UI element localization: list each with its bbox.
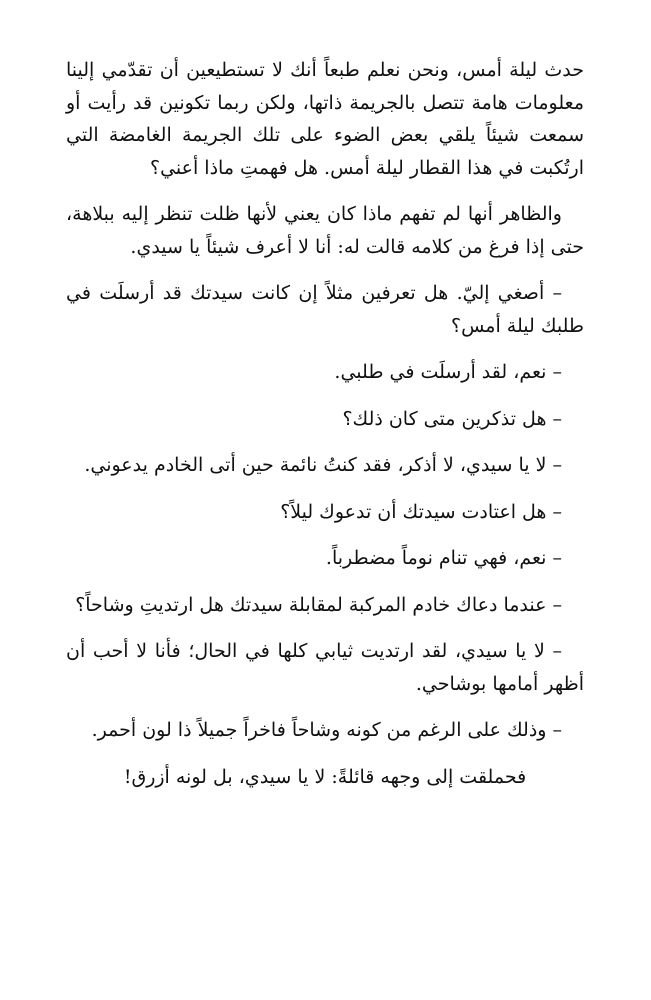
paragraph-dialogue: – أصغي إليّ. هل تعرفين مثلاً إن كانت سيدتك قد أرسلَت في طلبك ليلة أمس؟	[66, 282, 584, 337]
paragraph-dialogue: – لا يا سيدي، لا أذكر، فقد كنتُ نائمة حين أتى الخادم يدعوني.	[84, 454, 562, 476]
paragraph-dialogue: – نعم، فهي تنام نوماً مضطرباً.	[325, 547, 562, 569]
paragraph-narration: حدث ليلة أمس، ونحن نعلم طبعاً أنك لا تستطيعين أن تقدّمي إلينا معلومات هامة تتصل بالجريمة ذاتها، ولكن ربما تكونين قد رأيت أو سمعت شيئاً يلقي بعض الضوء على تلك الجريمة الغامضة التي ارتُكبت في هذا القطار ليلة أمس. هل فهمتِ ماذا أعني؟	[66, 59, 584, 179]
paragraph-dialogue: – عندما دعاك خادم المركبة لمقابلة سيدتك هل ارتديتِ وشاحاً؟	[75, 593, 562, 616]
paragraph-dialogue: – نعم، لقد أرسلَت في طلبي.	[334, 361, 562, 383]
paragraph-dialogue: – هل اعتادت سيدتك أن تدعوك ليلاً؟	[280, 500, 562, 523]
book-page	[66, 54, 584, 807]
paragraph-narration: والظاهر أنها لم تفهم ماذا كان يعني لأنها ظلت تنظر إليه ببلاهة، حتى إذا فرغ من كلامه قالت له: أنا لا أعرف شيئاً يا سيدي.	[66, 203, 584, 258]
paragraph-dialogue: – لا يا سيدي، لقد ارتديت ثيابي كلها في الحال؛ فأنا لا أحب أن أظهر أمامها بوشاحي.	[66, 640, 584, 695]
paragraph-dialogue: – هل تذكرين متى كان ذلك؟	[342, 407, 562, 430]
paragraph-narration: فحملقت إلى وجهه قائلةً: لا يا سيدي، بل لونه أزرق!	[123, 765, 527, 788]
paragraph-dialogue: – وذلك على الرغم من كونه وشاحاً فاخراً جميلاً ذا لون أحمر.	[91, 719, 562, 741]
